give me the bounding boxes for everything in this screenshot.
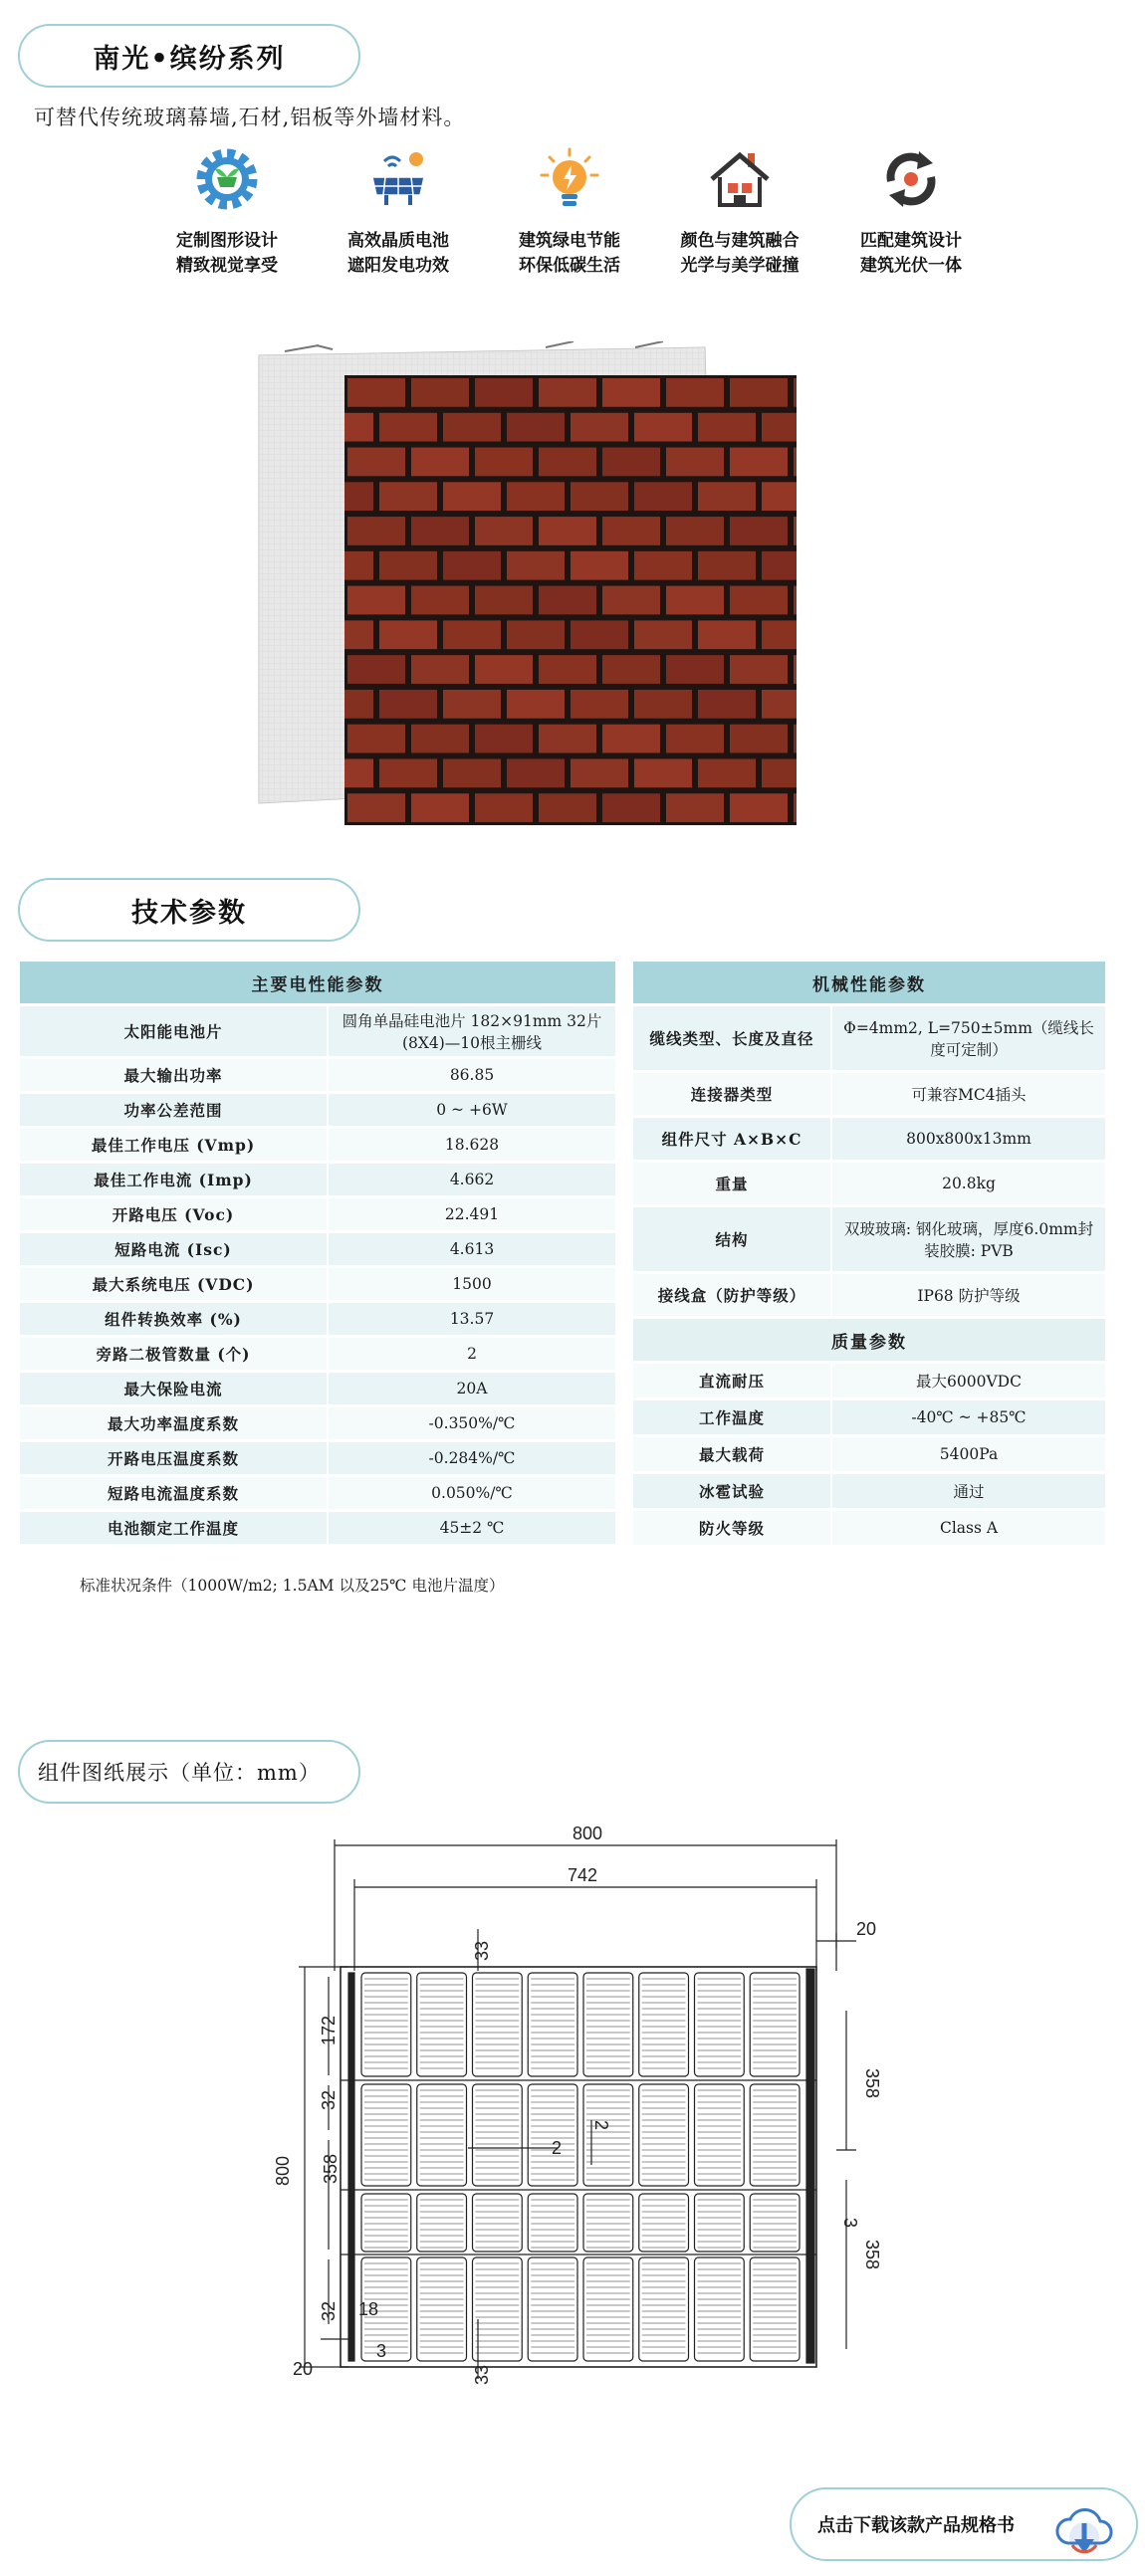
table-row [20,1094,615,1126]
brick [602,378,660,407]
param-name: 重量 [633,1163,832,1204]
brick [344,551,373,580]
brick [730,517,788,545]
brick [602,725,660,753]
table-row [20,1164,615,1195]
param-name: 旁路二极管数量 (个) [20,1338,329,1370]
brick [698,551,756,580]
param-name: 最大功率温度系数 [20,1407,329,1439]
module-drawing [259,1822,896,2389]
brick [539,586,596,615]
brick [794,586,797,615]
brick [602,586,660,615]
download-cloud-icon[interactable] [1052,2497,1116,2561]
brick [698,482,756,511]
table-title: 机械性能参数 [633,962,1105,1003]
brick [762,620,797,649]
brick [666,586,724,615]
solar-cell [583,2257,633,2361]
param-name: 组件尺寸 A×B×C [633,1118,832,1160]
table-title: 主要电性能参数 [20,962,615,1003]
brick [443,690,501,719]
table-row [633,1437,1105,1471]
feature-line1: 高效晶质电池 [347,231,449,251]
brick [794,378,797,407]
solar-cell [528,2257,577,2361]
dim-left-gap: 32 [319,2089,339,2110]
feature-line2: 光学与美学碰撞 [680,256,800,276]
brick [730,378,788,407]
brick [730,655,788,684]
param-value: 1500 [329,1268,615,1300]
solar-cell [695,2084,745,2186]
brick [475,517,533,545]
brick [539,448,596,477]
table-row [20,1059,615,1091]
param-name: 防火等级 [633,1511,832,1545]
brick [571,690,628,719]
solar-cell [639,2084,689,2186]
dim-height-total: 800 [273,2155,293,2186]
table-row [633,1073,1105,1115]
brick [794,725,797,753]
table-row [20,1129,615,1161]
param-value: -0.284%/℃ [329,1442,615,1474]
brick [571,620,628,649]
param-name: 最大保险电流 [20,1373,329,1404]
solar-cell [417,2084,467,2186]
param-name: 短路电流 (Isc) [20,1233,329,1265]
table-row [20,1303,615,1335]
param-value: Class A [832,1511,1105,1545]
solar-cell [473,2194,523,2252]
brick [634,413,692,442]
dim-center-a: 2 [552,2138,563,2158]
brick [443,551,501,580]
feature-line2: 建筑光伏一体 [860,256,962,276]
param-name: 开路电压温度系数 [20,1442,329,1474]
brick [762,413,797,442]
brick [475,793,533,822]
brick [634,758,692,787]
brick [507,620,565,649]
table-row [633,1118,1105,1160]
brick [443,482,501,511]
brick [539,793,596,822]
param-name: 连接器类型 [633,1073,832,1115]
dim-width-inner: 742 [568,1865,598,1885]
brick [443,758,501,787]
dim-left-bottom: 18 [358,2299,379,2319]
solar-cell [528,2194,577,2252]
brick [602,655,660,684]
param-value: 86.85 [329,1059,615,1091]
solar-cell [750,2257,800,2361]
param-name: 开路电压 (Voc) [20,1198,329,1230]
brick [539,655,596,684]
table-row [20,1338,615,1370]
brick [475,655,533,684]
brick [634,482,692,511]
param-value: 可兼容MC4插头 [832,1073,1105,1115]
param-value: 最大6000VDC [832,1364,1105,1397]
brick [666,793,724,822]
table-row [20,1373,615,1404]
lightbulb-icon [538,147,601,211]
table-row [633,1274,1105,1316]
solar-cell [583,2194,633,2252]
table-row [633,1400,1105,1434]
dim-left-gap2: 32 [319,2300,339,2321]
solar-cell [473,2084,523,2186]
brick [698,690,756,719]
param-name: 冰雹试验 [633,1474,832,1508]
feature-color-fusion [660,147,819,279]
series-title: 南光•缤纷系列 [18,24,360,88]
param-value: 0 ~ +6W [329,1094,615,1126]
dim-right-small: 3 [840,2218,860,2229]
param-value: 20.8kg [832,1163,1105,1204]
table-row [633,1163,1105,1204]
solar-cell [417,2257,467,2361]
param-name: 电池额定工作温度 [20,1512,329,1544]
brick [344,620,373,649]
table-row [20,1268,615,1300]
brick [379,690,437,719]
param-value: 0.050%/℃ [329,1477,615,1509]
brick [762,758,797,787]
brick [539,725,596,753]
brick [666,655,724,684]
brick [443,620,501,649]
brick [379,551,437,580]
brick [571,482,628,511]
param-value: 4.662 [329,1164,615,1195]
tech-params-title: 技术参数 [18,878,360,942]
param-value: IP68 防护等级 [832,1274,1105,1316]
param-value: 13.57 [329,1303,615,1335]
param-value: 5400Pa [832,1437,1105,1471]
param-name: 结构 [633,1207,832,1271]
table-row [20,1198,615,1230]
brick [379,413,437,442]
table-row [20,1477,615,1509]
brick [794,517,797,545]
standard-conditions-note: 标准状况条件（1000W/m2; 1.5AM 以及25℃ 电池片温度） [80,1577,505,1595]
param-value: 20A [329,1373,615,1404]
brick [762,690,797,719]
solar-cell [750,2194,800,2252]
param-value: 800x800x13mm [832,1118,1105,1160]
table-row [633,1364,1105,1397]
brick [730,793,788,822]
brick [347,725,405,753]
feature-line2: 精致视觉享受 [176,256,278,276]
feature-custom-design [147,147,307,279]
brick [602,793,660,822]
quality-header-row [633,1319,1105,1361]
brick [443,413,501,442]
electrical-table [20,959,615,1547]
solar-cell [639,2194,689,2252]
brick [475,378,533,407]
brick [411,517,469,545]
brick [571,413,628,442]
param-name: 工作温度 [633,1400,832,1434]
solar-cell [528,2084,577,2186]
table-row [20,1407,615,1439]
dim-left-top: 172 [319,2015,339,2045]
dim-center-b: 2 [591,2120,611,2131]
brick [762,482,797,511]
param-value: 4.613 [329,1233,615,1265]
brick [730,586,788,615]
table-row [633,1511,1105,1545]
solar-cell [639,1973,689,2076]
feature-line2: 遮阳发电功效 [347,256,449,276]
param-value: -0.350%/℃ [329,1407,615,1439]
feature-line1: 建筑绿电节能 [519,231,620,251]
brick [698,413,756,442]
param-value: 45±2 ℃ [329,1512,615,1544]
dim-frame: 20 [856,1919,877,1939]
param-value: -40℃ ~ +85℃ [832,1400,1105,1434]
solar-panel-icon [366,147,430,211]
table-row [633,1207,1105,1271]
brick [539,378,596,407]
brick [379,482,437,511]
brick [666,448,724,477]
solar-cell [750,1973,800,2076]
solar-cell [361,2194,411,2252]
brick [411,793,469,822]
solar-cell [417,1973,467,2076]
dim-width-total: 800 [572,1824,603,1843]
brick [379,620,437,649]
table-row [633,1006,1105,1070]
solar-cell [361,2084,411,2186]
feature-line2: 环保低碳生活 [519,256,620,276]
param-name: 接线盒（防护等级） [633,1274,832,1316]
feature-line1: 匹配建筑设计 [860,231,962,251]
param-name: 最佳工作电压 (Vmp) [20,1129,329,1161]
brick [347,586,405,615]
brick [507,758,565,787]
solar-cell [583,1973,633,2076]
brick [507,482,565,511]
param-value: Φ=4mm2, L=750±5mm（缆线长度可定制） [832,1006,1105,1070]
brick [507,551,565,580]
dim-right-bottom: 358 [862,2240,882,2270]
dim-height-left-mid: 358 [321,2153,341,2184]
gear-leaf-icon [195,147,259,211]
param-value: 22.491 [329,1198,615,1230]
brick [730,448,788,477]
feature-green-power [490,147,649,279]
dim-top-gap: 33 [472,1940,492,1961]
param-name: 太阳能电池片 [20,1006,329,1056]
brick [602,517,660,545]
mechanical-table [633,959,1105,1548]
table-row [20,1233,615,1265]
param-value: 双玻玻璃: 钢化玻璃，厚度6.0mm封装胶膜: PVB [832,1207,1105,1271]
solar-cell [473,2257,523,2361]
brick [475,725,533,753]
drawing-section-title: 组件图纸展示（单位：mm） [18,1740,360,1804]
param-name: 最大载荷 [633,1437,832,1471]
quality-title: 质量参数 [633,1319,1105,1361]
param-value: 18.628 [329,1129,615,1161]
dim-bottom-small: 3 [376,2341,387,2361]
param-name: 直流耐压 [633,1364,832,1397]
brick [344,482,373,511]
brick [411,655,469,684]
brick [698,620,756,649]
brick [347,793,405,822]
download-label: 点击下载该款产品规格书 [817,2515,1015,2536]
brick [634,690,692,719]
brick [634,620,692,649]
param-name: 缆线类型、长度及直径 [633,1006,832,1070]
brick [411,725,469,753]
brick [411,586,469,615]
recycle-icon [879,147,943,211]
table-row [20,1006,615,1056]
brick [539,517,596,545]
table-row [633,1474,1105,1508]
intro-text: 可替代传统玻璃幕墙,石材,铝板等外墙材料。 [34,106,466,129]
param-name: 功率公差范围 [20,1094,329,1126]
solar-cell [695,2257,745,2361]
solar-cell [361,1973,411,2076]
param-name: 最大输出功率 [20,1059,329,1091]
brick [666,725,724,753]
feature-line1: 颜色与建筑融合 [680,231,800,251]
dim-bottom-left: 20 [293,2359,314,2379]
brick [698,758,756,787]
brick [507,413,565,442]
brick [666,517,724,545]
brick [344,413,373,442]
table-row [20,1512,615,1544]
solar-cell [639,2257,689,2361]
brick [634,551,692,580]
brick [794,448,797,477]
param-name: 组件转换效率 (%) [20,1303,329,1335]
brick [347,655,405,684]
brick [794,655,797,684]
product-image [257,341,797,825]
brick [411,378,469,407]
solar-cell [695,2194,745,2252]
solar-cell [750,2084,800,2186]
brick [475,448,533,477]
brick [571,758,628,787]
brick [794,793,797,822]
param-name: 最佳工作电流 (Imp) [20,1164,329,1195]
solar-cell [528,1973,577,2076]
param-name: 短路电流温度系数 [20,1477,329,1509]
brick [762,551,797,580]
brick [730,725,788,753]
feature-bipv [831,147,991,279]
brick [666,378,724,407]
dim-right-top: 358 [862,2068,882,2099]
feature-solar-cell [319,147,478,279]
table-row [20,1442,615,1474]
brick [411,448,469,477]
house-icon [708,147,772,211]
param-value: 通过 [832,1474,1105,1508]
feature-line1: 定制图形设计 [176,231,278,251]
brick [475,586,533,615]
param-name: 最大系统电压 (VDC) [20,1268,329,1300]
brick [344,758,373,787]
brick [347,517,405,545]
brick [379,758,437,787]
dim-bottom-gap: 33 [472,2364,492,2385]
brick [571,551,628,580]
param-value: 2 [329,1338,615,1370]
param-value: 圆角单晶硅电池片 182×91mm 32片(8X4)—10根主栅线 [329,1006,615,1056]
brick [507,690,565,719]
solar-cell [417,2194,467,2252]
solar-cell [695,1973,745,2076]
brick [602,448,660,477]
brick [344,690,373,719]
brick [347,378,405,407]
brick [347,448,405,477]
solar-cell [473,1973,523,2076]
